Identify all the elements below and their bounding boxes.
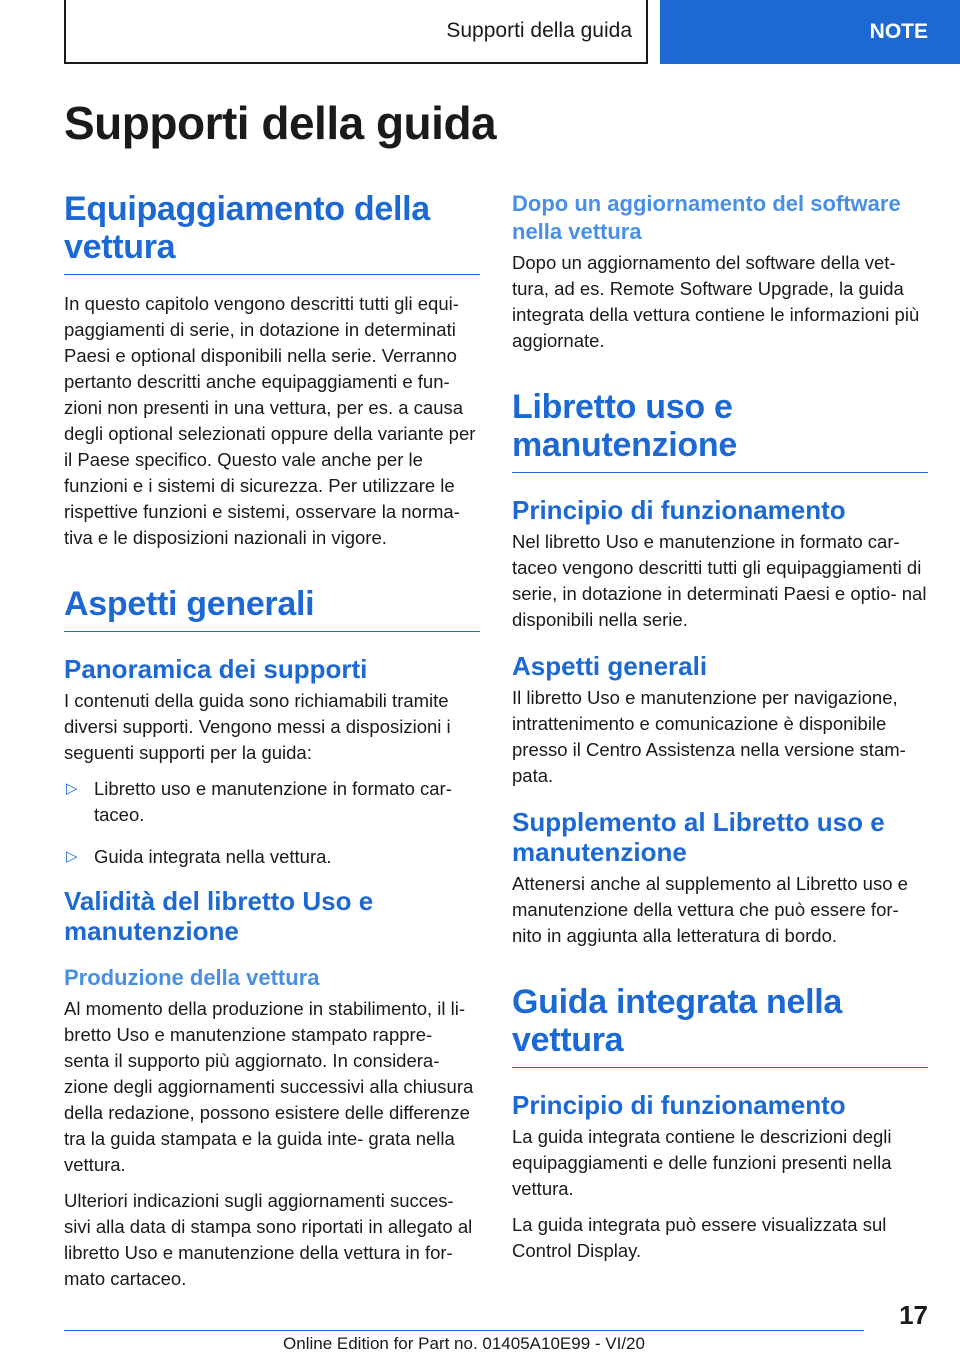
paragraph: La guida integrata contiene le descrizioni degli equipaggiamenti e delle funzioni presenti nella vettura. — [512, 1126, 892, 1199]
subheading-principio: Principio di funzionamento — [512, 495, 846, 525]
subheading-panoramica: Panoramica dei supporti — [64, 654, 368, 684]
page-title: Supporti della guida — [64, 97, 497, 149]
paragraph: Dopo un aggiornamento del software della vet- tura, ad es. Remote Software Upgrade, la guida integrata della vettura contiene le informazioni più aggiornate. — [512, 252, 920, 351]
section-title-aspetti-generali: Aspetti generali — [64, 585, 480, 632]
header-tab-note[interactable] — [660, 0, 960, 64]
footer-divider — [64, 1330, 864, 1331]
paragraph: In questo capitolo vengono descritti tutti gli equi- paggiamenti di serie, in dotazione in determinati Paesi e optional disponibili nella serie. Verranno pertanto descritti anche equipaggiamenti e fun- zioni non presenti in una vettura, per es. a causa degli optional selezionati oppure della variante per il Paese specifico. Questo vale anche per le funzioni e i sistemi di sicurezza. Per utilizzare le rispettive funzioni e sistemi, osservare la norma- tiva e le disposizioni nazionali in vigore. — [64, 293, 476, 548]
paragraph: Ulteriori indicazioni sugli aggiornamenti succes- sivi alla data di stampa sono riportati in allegato al libretto Uso e manutenzione della vettura in for- mato cartaceo. — [64, 1190, 473, 1289]
triangle-bullet-icon: ▷ — [66, 848, 78, 865]
left-column — [64, 190, 480, 1302]
triangle-bullet-icon: ▷ — [66, 780, 78, 797]
subheading-supplemento: Supplemento al Libretto uso e manutenzione — [512, 807, 885, 867]
subheading-produzione: Produzione della vettura — [64, 965, 320, 990]
right-column — [512, 190, 928, 1274]
list-item — [64, 844, 480, 870]
subheading-aspetti-generali: Aspetti generali — [512, 651, 708, 681]
paragraph: Al momento della produzione in stabilimento, il li- bretto Uso e manutenzione stampato rappre- senta il supporto più aggiornato. In considera- zione degli aggiornamenti successivi alla chiusura della redazione, possono esistere delle differenze tra la guida stampata e la guida inte- grata nella vettura. — [64, 998, 474, 1175]
header-tab-label: NOTE — [869, 20, 928, 43]
list-item-text: Libretto uso e manutenzione in formato car- taceo. — [94, 778, 452, 825]
list-item-text: Guida integrata nella vettura. — [94, 846, 332, 867]
header-section-label: Supporti della guida — [446, 19, 632, 42]
subheading-aggiornamento-software: Dopo un aggiornamento del software nella vettura — [512, 191, 901, 244]
paragraph: Il libretto Uso e manutenzione per navigazione, intrattenimento e comunicazione è disponibile presso il Centro Assistenza nella versione stam- pata. — [512, 687, 906, 786]
subheading-principio-guida: Principio di funzionamento — [512, 1090, 846, 1120]
paragraph: Nel libretto Uso e manutenzione in formato car- taceo vengono descritti tutti gli equipaggiamenti di serie, in dotazione in determinati Paesi e optio- nal disponibili nella serie. — [512, 531, 927, 630]
section-title-libretto: Libretto uso e manutenzione — [512, 388, 928, 473]
footer-edition: Online Edition for Part no. 01405A10E99 - VI/20 — [283, 1334, 645, 1353]
section-title-equipaggiamento: Equipaggiamento della vettura — [64, 190, 480, 275]
paragraph: I contenuti della guida sono richiamabili tramite diversi supporti. Vengono messi a disposizioni i seguenti supporti per la guida: — [64, 690, 451, 763]
page-number: 17 — [899, 1300, 928, 1330]
subheading-validita: Validità del libretto Uso e manutenzione — [64, 886, 374, 946]
list-item — [64, 776, 480, 828]
section-title-guida-integrata: Guida integrata nella vettura — [512, 983, 928, 1068]
bullet-list — [64, 776, 480, 870]
header-section-title — [64, 0, 648, 64]
paragraph: Attenersi anche al supplemento al Libretto uso e manutenzione della vettura che può essere for- nito in aggiunta alla letteratura di bordo. — [512, 873, 908, 946]
paragraph: La guida integrata può essere visualizzata sul Control Display. — [512, 1214, 887, 1261]
